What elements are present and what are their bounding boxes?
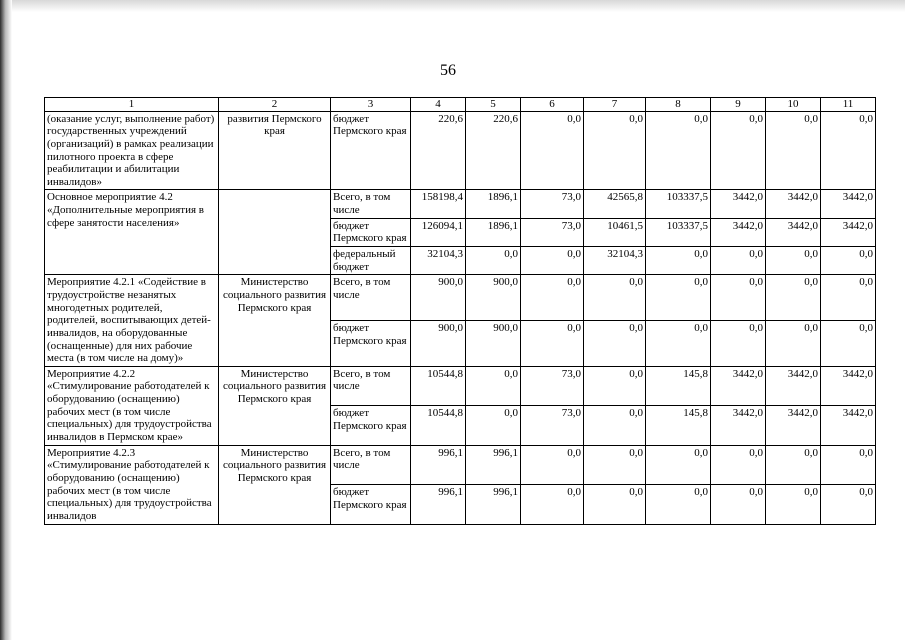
column-number: 11 (821, 98, 876, 112)
executor: развития Пермского края (219, 111, 331, 190)
amount-cell: 0,0 (821, 247, 876, 275)
funding-source: бюджет Пермского края (331, 321, 411, 367)
amount-cell: 103337,5 (646, 190, 711, 218)
amount-cell: 3442,0 (766, 218, 821, 246)
column-number: 3 (331, 98, 411, 112)
amount-cell: 0,0 (711, 485, 766, 524)
amount-cell: 0,0 (646, 485, 711, 524)
amount-cell: 3442,0 (821, 366, 876, 405)
amount-cell: 0,0 (466, 247, 521, 275)
column-number: 8 (646, 98, 711, 112)
amount-cell: 0,0 (646, 247, 711, 275)
scan-edge-left (0, 0, 12, 640)
funding-source: Всего, в том числе (331, 445, 411, 484)
amount-cell: 3442,0 (711, 406, 766, 445)
amount-cell: 0,0 (821, 485, 876, 524)
amount-cell: 103337,5 (646, 218, 711, 246)
amount-cell: 0,0 (766, 485, 821, 524)
table-row (45, 275, 876, 321)
amount-cell: 0,0 (766, 321, 821, 367)
amount-cell: 900,0 (466, 321, 521, 367)
amount-cell: 3442,0 (821, 218, 876, 246)
amount-cell: 10544,8 (411, 406, 466, 445)
amount-cell: 0,0 (466, 366, 521, 405)
amount-cell: 996,1 (411, 485, 466, 524)
amount-cell: 10461,5 (584, 218, 646, 246)
amount-cell: 0,0 (584, 445, 646, 484)
amount-cell: 0,0 (521, 111, 584, 190)
amount-cell: 0,0 (466, 406, 521, 445)
amount-cell: 0,0 (821, 275, 876, 321)
amount-cell: 0,0 (711, 445, 766, 484)
measure-name: Мероприятие 4.2.1 «Содействие в трудоустройстве незанятых многодетных родителей, родителей, воспитывающих детей-инвалидов, на оборудованные (оснащенные) для них рабочие места (в том числе на дому)» (45, 275, 219, 366)
amount-cell: 158198,4 (411, 190, 466, 218)
executor: Министерство социального развития Пермского края (219, 366, 331, 445)
amount-cell: 0,0 (821, 111, 876, 190)
executor: Министерство социального развития Пермского края (219, 275, 331, 366)
amount-cell: 0,0 (646, 275, 711, 321)
amount-cell: 900,0 (411, 321, 466, 367)
amount-cell: 32104,3 (584, 247, 646, 275)
amount-cell: 0,0 (646, 445, 711, 484)
amount-cell: 3442,0 (711, 190, 766, 218)
funding-source: бюджет Пермского края (331, 111, 411, 190)
amount-cell: 3442,0 (821, 406, 876, 445)
amount-cell: 0,0 (584, 111, 646, 190)
amount-cell: 0,0 (766, 111, 821, 190)
amount-cell: 996,1 (466, 485, 521, 524)
table-row (45, 190, 876, 218)
amount-cell: 0,0 (521, 445, 584, 484)
amount-cell: 3442,0 (821, 190, 876, 218)
amount-cell: 0,0 (711, 321, 766, 367)
amount-cell: 3442,0 (766, 190, 821, 218)
amount-cell: 996,1 (411, 445, 466, 484)
amount-cell: 900,0 (466, 275, 521, 321)
amount-cell: 0,0 (584, 406, 646, 445)
amount-cell: 3442,0 (766, 366, 821, 405)
amount-cell: 126094,1 (411, 218, 466, 246)
amount-cell: 73,0 (521, 406, 584, 445)
column-number: 5 (466, 98, 521, 112)
funding-source: Всего, в том числе (331, 190, 411, 218)
measure-name: Мероприятие 4.2.3 «Стимулирование работодателей к оборудованию (оснащению) рабочих мест (в том числе специальных) для трудоустройства инвалидов (45, 445, 219, 524)
amount-cell: 10544,8 (411, 366, 466, 405)
measure-name: Основное мероприятие 4.2 «Дополнительные мероприятия в сфере занятости населения» (45, 190, 219, 275)
amount-cell: 0,0 (521, 485, 584, 524)
amount-cell: 220,6 (466, 111, 521, 190)
amount-cell: 1896,1 (466, 218, 521, 246)
amount-cell: 0,0 (646, 321, 711, 367)
measure-name: (оказание услуг, выполнение работ) государственных учреждений (организаций) в рамках реализации пилотного проекта в сфере реабилитации и абилитации инвалидов» (45, 111, 219, 190)
column-number: 4 (411, 98, 466, 112)
amount-cell: 3442,0 (711, 218, 766, 246)
column-number: 9 (711, 98, 766, 112)
amount-cell: 1896,1 (466, 190, 521, 218)
measure-name: Мероприятие 4.2.2 «Стимулирование работодателей к оборудованию (оснащению) рабочих мест (в том числе специальных) для трудоустройства инвалидов в Пермском крае» (45, 366, 219, 445)
amount-cell: 0,0 (584, 321, 646, 367)
amount-cell: 0,0 (711, 275, 766, 321)
amount-cell: 0,0 (766, 445, 821, 484)
amount-cell: 145,8 (646, 406, 711, 445)
funding-source: Всего, в том числе (331, 275, 411, 321)
amount-cell: 3442,0 (766, 406, 821, 445)
column-number: 2 (219, 98, 331, 112)
column-number: 1 (45, 98, 219, 112)
program-table (44, 97, 876, 525)
executor: Министерство социального развития Пермского края (219, 445, 331, 524)
column-number: 10 (766, 98, 821, 112)
amount-cell: 0,0 (521, 247, 584, 275)
column-number: 7 (584, 98, 646, 112)
amount-cell: 0,0 (584, 485, 646, 524)
amount-cell: 3442,0 (711, 366, 766, 405)
amount-cell: 0,0 (711, 247, 766, 275)
page-number: 56 (440, 62, 456, 79)
amount-cell: 996,1 (466, 445, 521, 484)
column-number-row (45, 98, 876, 112)
amount-cell: 145,8 (646, 366, 711, 405)
funding-source: бюджет Пермского края (331, 218, 411, 246)
amount-cell: 73,0 (521, 190, 584, 218)
amount-cell: 0,0 (521, 321, 584, 367)
funding-source: федеральный бюджет (331, 247, 411, 275)
amount-cell: 0,0 (766, 275, 821, 321)
amount-cell: 0,0 (821, 321, 876, 367)
funding-source: бюджет Пермского края (331, 485, 411, 524)
scan-edge-top (0, 0, 905, 12)
executor (219, 190, 331, 275)
amount-cell: 0,0 (521, 275, 584, 321)
funding-source: Всего, в том числе (331, 366, 411, 405)
table-row (45, 445, 876, 484)
amount-cell: 73,0 (521, 366, 584, 405)
amount-cell: 0,0 (584, 275, 646, 321)
amount-cell: 0,0 (711, 111, 766, 190)
amount-cell: 0,0 (584, 366, 646, 405)
amount-cell: 73,0 (521, 218, 584, 246)
amount-cell: 42565,8 (584, 190, 646, 218)
table-row (45, 366, 876, 405)
funding-source: бюджет Пермского края (331, 406, 411, 445)
amount-cell: 0,0 (646, 111, 711, 190)
table-row (45, 111, 876, 190)
amount-cell: 0,0 (766, 247, 821, 275)
amount-cell: 0,0 (821, 445, 876, 484)
column-number: 6 (521, 98, 584, 112)
amount-cell: 900,0 (411, 275, 466, 321)
amount-cell: 32104,3 (411, 247, 466, 275)
amount-cell: 220,6 (411, 111, 466, 190)
